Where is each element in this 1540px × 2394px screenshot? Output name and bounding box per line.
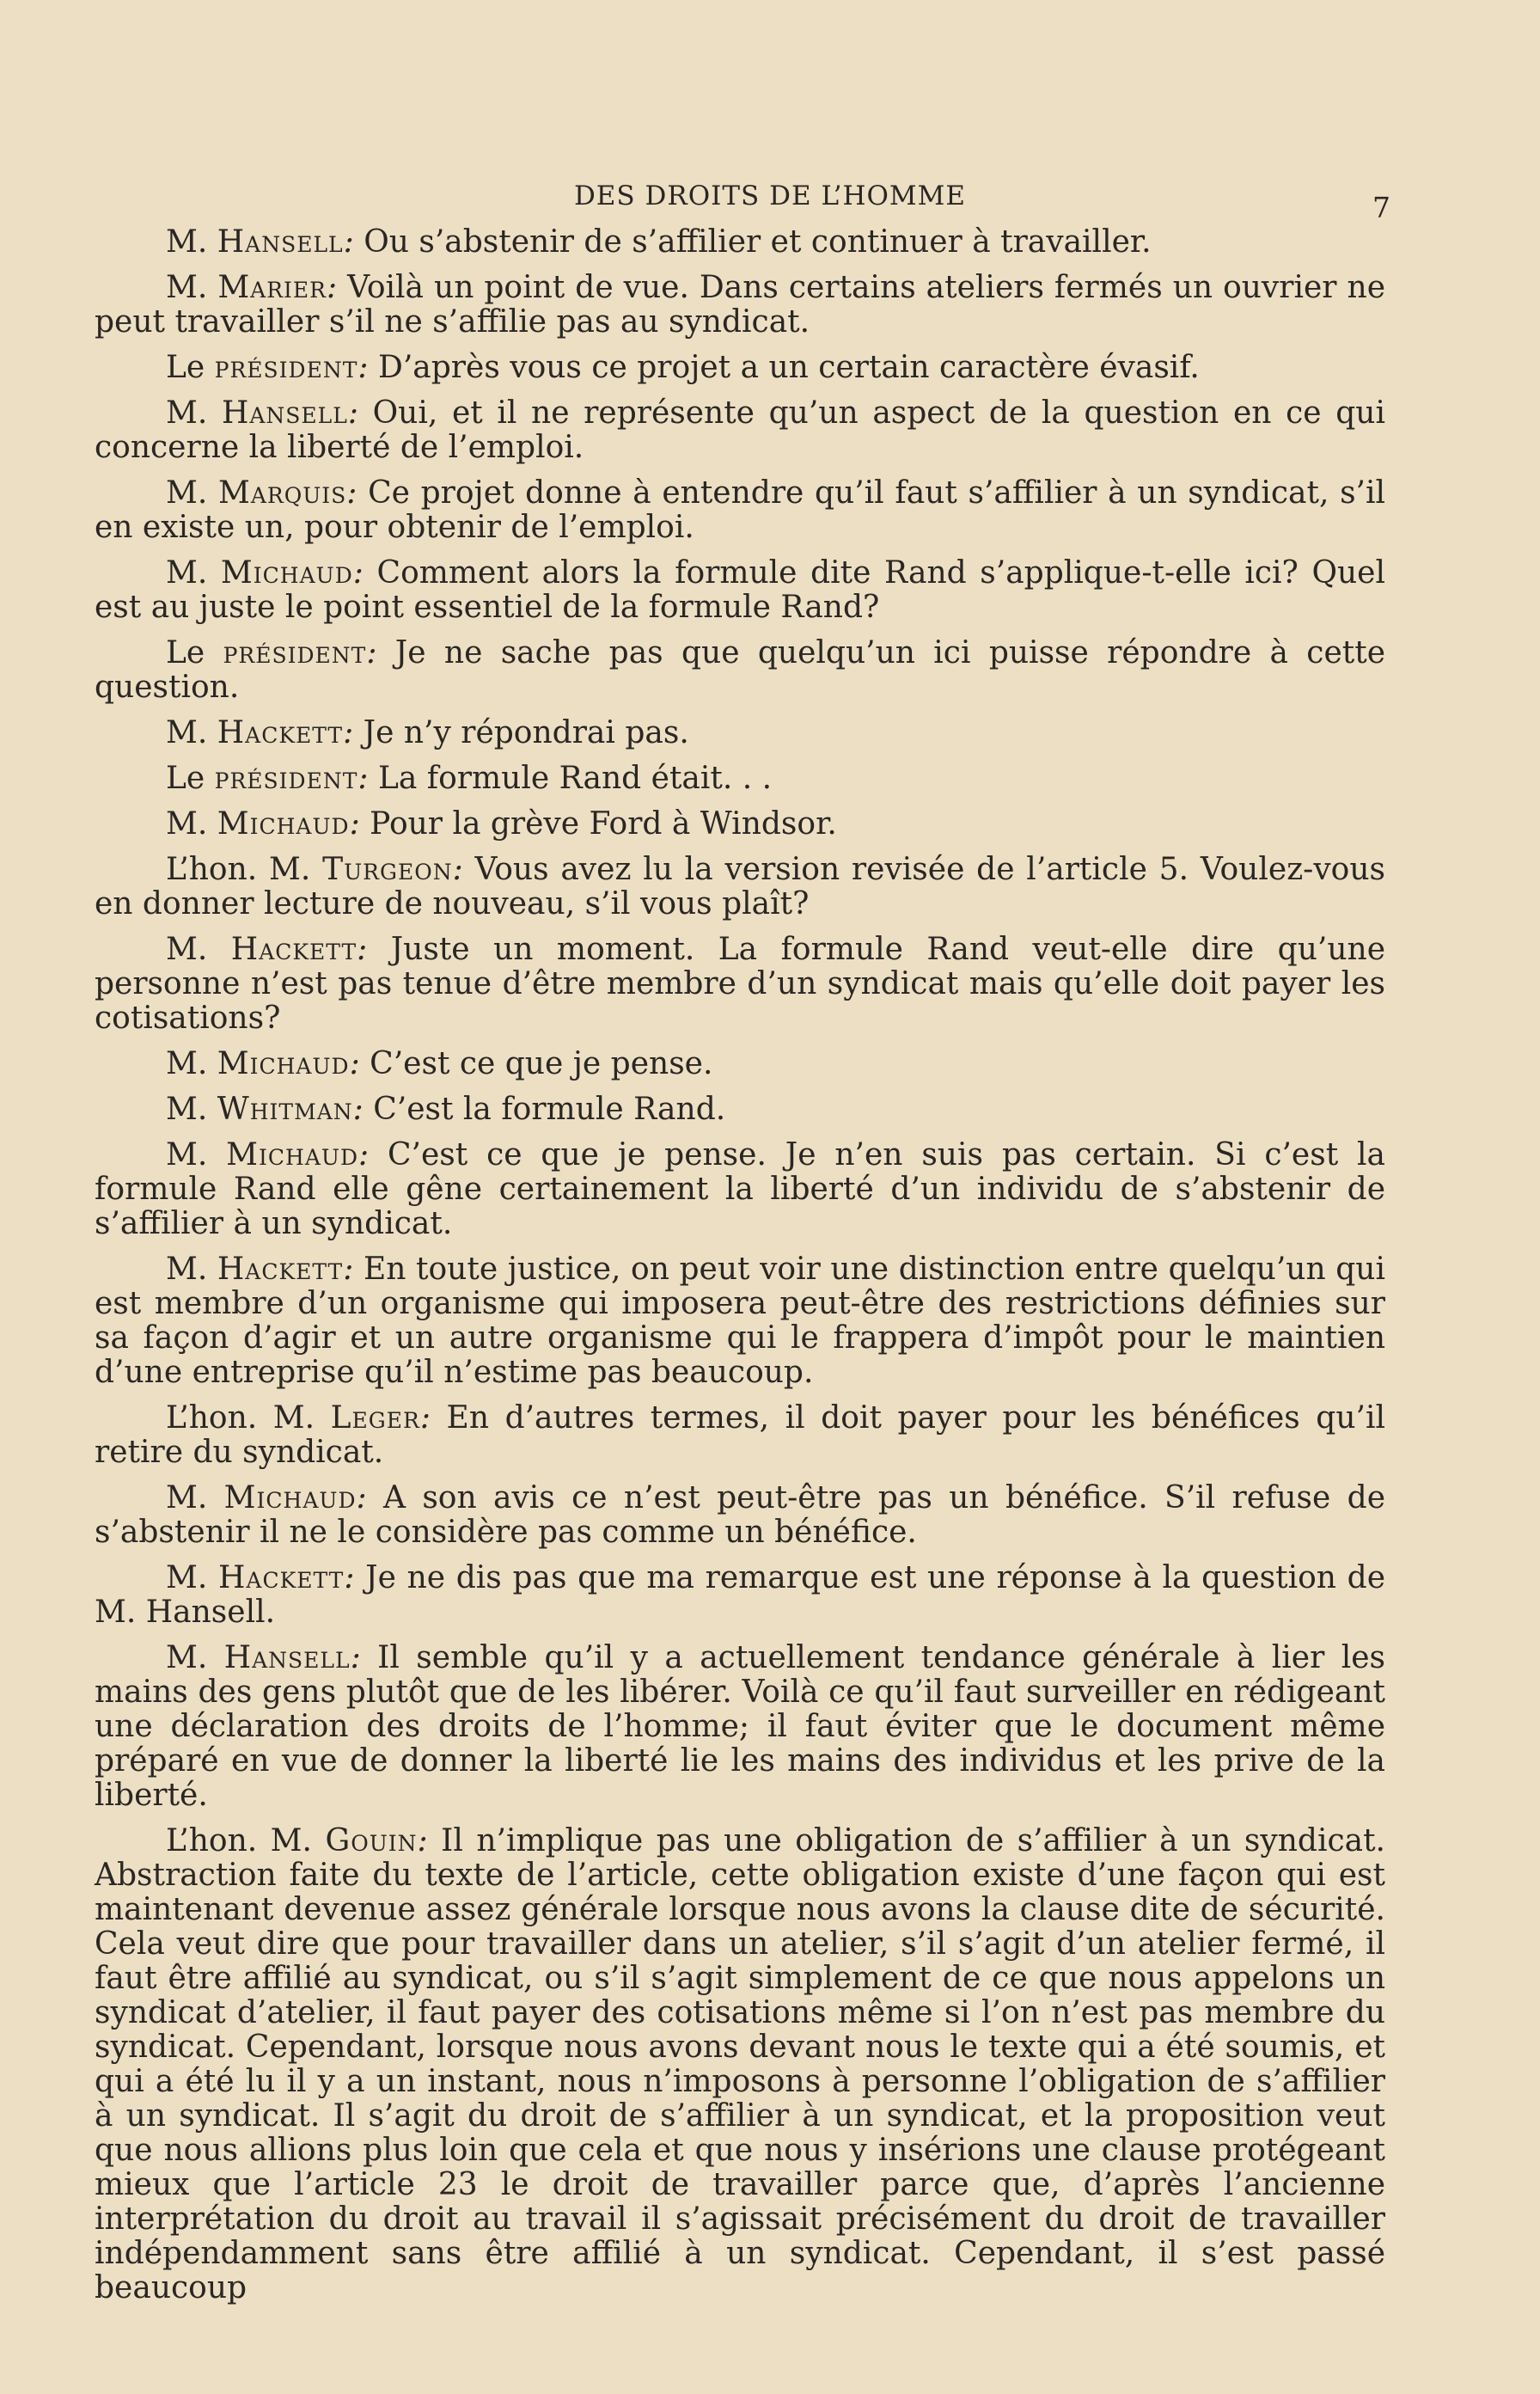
speaker-name: Marier [217,270,327,305]
speaker-prefix: L’hon. M. [166,852,323,887]
speaker-name: président [214,761,358,796]
speaker-paragraph [95,476,1385,545]
speaker-name: Hackett [217,715,344,750]
speaker-name: Michaud [217,806,350,842]
speaker-separator: : [343,224,354,260]
speaker-prefix: M. [166,395,222,431]
speaker-separator: : [349,1046,360,1081]
speaker-paragraph [95,1824,1385,2305]
speaker-paragraph [95,762,1385,796]
speaker-name: Hackett [230,932,358,967]
speaker-name: président [214,350,358,385]
speaker-prefix: L’hon. M. [166,1400,331,1436]
speaker-separator: : [343,1252,354,1287]
speaker-paragraph [95,271,1385,340]
speaker-name: Michaud [217,1046,350,1081]
body-text [95,225,1385,2317]
paragraph-text: Juste un moment. La formule Rand veut-elle dire qu’une personne n’est pas tenue d’être membre d’un syndicat mais qu’elle doit payer les cotisations? [95,932,1386,1036]
speaker-paragraph [95,933,1385,1036]
speaker-prefix: Le [166,350,215,385]
speaker-separator: : [346,475,358,511]
speaker-name: Hackett [217,1252,344,1287]
speaker-prefix: M. [166,270,218,305]
paragraph-text: Il semble qu’il y a actuellement tendance générale à lier les mains des gens plutôt que de les libérer. Voilà ce qu’il faut surveiller en rédigeant une déclaration des droits de l’homme; il faut éviter que le document même préparé en vue de donner la liberté lie les mains des individus et les prive de la liberté. [95,1640,1385,1813]
speaker-paragraph [95,853,1385,921]
speaker-prefix: M. [166,1046,217,1081]
paragraph-text: C’est ce que je pense. Je n’en suis pas certain. Si c’est la formule Rand elle gêne certainement la liberté d’un individu de s’abstenir de s’affilier à un syndicat. [95,1137,1386,1241]
paragraph-text: A son avis ce n’est peut-être pas un bénéfice. S’il refuse de s’abstenir il ne le considère pas comme un bénéfice. [95,1480,1386,1550]
speaker-separator: : [358,350,369,385]
speaker-name: Hansell [217,224,344,260]
speaker-name: Michaud [220,555,353,591]
running-head: DES DROITS DE L’HOMME [573,181,967,211]
speaker-prefix: M. [166,224,217,260]
paragraph-text: C’est ce que je pense. [359,1046,713,1081]
speaker-separator: : [352,1092,364,1127]
speaker-paragraph [95,1401,1385,1470]
speaker-name: Michaud [223,1480,357,1515]
speaker-name: Hackett [218,1560,345,1595]
speaker-paragraph [95,225,1385,260]
paragraph-text: Voilà un point de vue. Dans certains ateliers fermés un ouvrier ne peut travailler s’il ne s’affilie pas au syndicat. [95,270,1385,340]
speaker-paragraph [95,1641,1385,1813]
speaker-paragraph [95,1561,1385,1630]
speaker-prefix: L’hon. M. [166,1823,326,1858]
speaker-name: Whitman [217,1092,353,1127]
paragraph-text: Ou s’abstenir de s’affilier et continuer à travailler. [353,224,1152,260]
paragraph-text: Pour la grève Ford à Windsor. [359,806,837,842]
speaker-name: Hansell [223,1640,351,1675]
speaker-prefix: M. [166,1092,217,1127]
speaker-paragraph [95,716,1385,750]
paragraph-text: Je ne sache pas que quelqu’un ici puisse répondre à cette question. [95,635,1386,705]
speaker-paragraph [95,1252,1385,1390]
speaker-separator: : [343,715,354,750]
paragraph-text: La formule Rand était. . . [368,761,773,796]
speaker-paragraph [95,1047,1385,1081]
speaker-name: président [223,635,367,670]
paragraph-text: Je ne dis pas que ma remarque est une réponse à la question de M. Hansell. [95,1560,1386,1630]
paragraph-text: Je n’y répondrai pas. [353,715,689,750]
speaker-paragraph [95,1138,1385,1241]
paragraph-text: Comment alors la formule dite Rand s’applique-t-elle ici? Quel est au juste le point essentiel de la formule Rand? [95,555,1385,625]
paragraph-text: Il n’implique pas une obligation de s’affilier à un syndicat. Abstraction faite du texte de l’article, cette obligation existe d’une façon qui est maintenant devenue assez générale lorsque nous avons la clause dite de sécurité. Cela veut dire que pour travailler dans un atelier, s’il s’agit d’un atelier fermé, il faut être affilié au syndicat, ou s’il s’agit simplement de ce que nous appelons un syndicat d’atelier, il faut payer des cotisations même si l’on n’est pas membre du syndicat. Cependant, lorsque nous avons devant nous le texte qui a été soumis, et qui a été lu il y a un instant, nous n’imposons à personne l’obligation de s’affilier à un syndicat. Il s’agit du droit de s’affilier à un syndicat, et la proposition veut que nous allions plus loin que cela et que nous y insérions une clause protégeant mieux que l’article 23 le droit de travailler parce que, d’après l’ancienne interprétation du droit au travail il s’agissait précisément du droit de travailler indépendamment sans être affilié à un syndicat. Cependant, il s’est passé beaucoup [95,1823,1385,2305]
speaker-prefix: M. [166,475,218,511]
paragraph-text: Ce projet donne à entendre qu’il faut s’affilier à un syndicat, s’il en existe un, pour obtenir de l’emploi. [95,475,1386,545]
speaker-prefix: M. [166,1137,227,1173]
speaker-paragraph [95,351,1385,385]
speaker-paragraph [95,1093,1385,1127]
speaker-separator: : [327,270,338,305]
speaker-paragraph [95,556,1385,625]
speaker-separator: : [366,635,377,670]
speaker-prefix: M. [166,806,217,842]
speaker-name: Michaud [226,1137,359,1173]
speaker-separator: : [350,1640,361,1675]
speaker-prefix: M. [166,555,221,591]
speaker-separator: : [344,1560,355,1595]
speaker-paragraph [95,636,1385,705]
speaker-prefix: M. [166,1560,218,1595]
speaker-prefix: M. [166,715,217,750]
speaker-paragraph [95,807,1385,842]
speaker-paragraph [95,396,1385,465]
speaker-separator: : [358,761,369,796]
speaker-prefix: M. [166,1480,224,1515]
speaker-prefix: M. [166,1252,217,1287]
speaker-prefix: Le [166,761,215,796]
speaker-prefix: Le [166,635,223,670]
paragraph-text: Oui, et il ne représente qu’un aspect de la question en ce qui concerne la liberté de l’emploi. [95,395,1385,465]
speaker-name: Hansell [221,395,348,431]
speaker-separator: : [352,555,364,591]
paragraph-text: En d’autres termes, il doit payer pour les bénéfices qu’il retire du syndicat. [95,1400,1385,1470]
speaker-prefix: M. [166,932,231,967]
speaker-separator: : [356,1480,367,1515]
speaker-separator: : [417,1823,428,1858]
paragraph-text: En toute justice, on peut voir une distinction entre quelqu’un qui est membre d’un organisme qui imposera peut-être des restrictions définies sur sa façon d’agir et un autre organisme qui le frappera d’impôt pour le maintien d’une entreprise qu’il n’estime pas beaucoup. [95,1252,1385,1390]
speaker-name: Marquis [217,475,347,511]
speaker-name: Gouin [325,1823,418,1858]
speaker-separator: : [357,932,368,967]
speaker-name: Leger [330,1400,420,1436]
speaker-separator: : [419,1400,431,1436]
speaker-prefix: M. [166,1640,224,1675]
speaker-paragraph [95,1481,1385,1550]
page-number: 7 [1372,191,1390,224]
paragraph-text: Vous avez lu la version revisée de l’article 5. Voulez-vous en donner lecture de nouveau, s’il vous plaît? [95,852,1385,921]
speaker-separator: : [452,852,463,887]
paragraph-text: C’est la formule Rand. [363,1092,726,1127]
speaker-separator: : [347,395,358,431]
paragraph-text: D’après vous ce projet a un certain caractère évasif. [368,350,1200,385]
speaker-separator: : [358,1137,370,1173]
speaker-name: Turgeon [322,852,453,887]
speaker-separator: : [349,806,360,842]
